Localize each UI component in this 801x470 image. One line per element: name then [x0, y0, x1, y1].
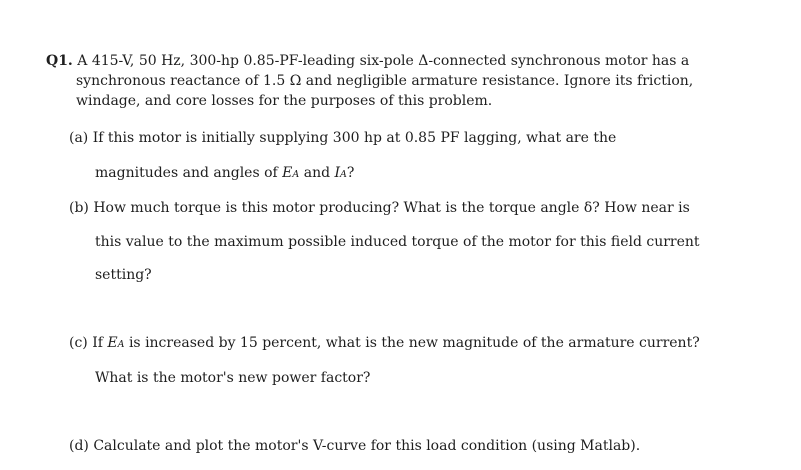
- part-b-line-2: [95, 233, 700, 251]
- question-number: Q1.: [46, 53, 73, 69]
- part-c-line-2: [95, 369, 370, 387]
- and-text: and: [299, 165, 335, 181]
- ea-subscript: A: [292, 169, 300, 180]
- part-a-line-1: [69, 129, 616, 147]
- part-d-line-1: [69, 437, 640, 455]
- question-intro-line-3: [76, 92, 492, 110]
- question-intro-text-1: A 415-V, 50 Hz, 300-hp 0.85-PF-leading six-pole Δ-connected synchronous motor has a: [77, 53, 690, 69]
- question-intro-text-3: windage, and core losses for the purposes of this problem.: [76, 93, 493, 109]
- ea-subscript: A: [117, 339, 125, 350]
- part-c-text-2: What is the motor's new power factor?: [95, 370, 371, 386]
- part-b-text-3: setting?: [95, 267, 152, 283]
- part-a-line-2: [95, 164, 354, 184]
- part-b-line-1: [69, 199, 690, 217]
- part-a-text-1: (a) If this motor is initially supplying 300 hp at 0.85 PF lagging, what are the: [69, 130, 617, 146]
- part-b-text-2: this value to the maximum possible induced torque of the motor for this field current: [95, 234, 700, 250]
- ea-variable: E: [107, 335, 118, 351]
- question-intro-line-2: [76, 72, 693, 90]
- question-intro-line-1: [46, 52, 689, 70]
- part-c-text-1-prefix: (c) If: [69, 335, 108, 351]
- part-d-text-1: (d) Calculate and plot the motor's V-curve for this load condition (using Matlab).: [69, 438, 641, 454]
- ia-variable: I: [334, 165, 341, 181]
- part-c-line-1: [69, 334, 700, 354]
- part-b-line-3: [95, 266, 152, 284]
- ea-variable: E: [282, 165, 293, 181]
- part-b-text-1: (b) How much torque is this motor producing? What is the torque angle δ? How near is: [69, 200, 690, 216]
- part-a-text-2-suffix: ?: [346, 165, 355, 181]
- question-intro-text-2: synchronous reactance of 1.5 Ω and negligible armature resistance. Ignore its friction,: [76, 73, 694, 89]
- part-a-text-2-prefix: magnitudes and angles of: [95, 165, 283, 181]
- part-c-text-1-suffix: is increased by 15 percent, what is the new magnitude of the armature current?: [124, 335, 700, 351]
- ia-subscript: A: [340, 169, 347, 180]
